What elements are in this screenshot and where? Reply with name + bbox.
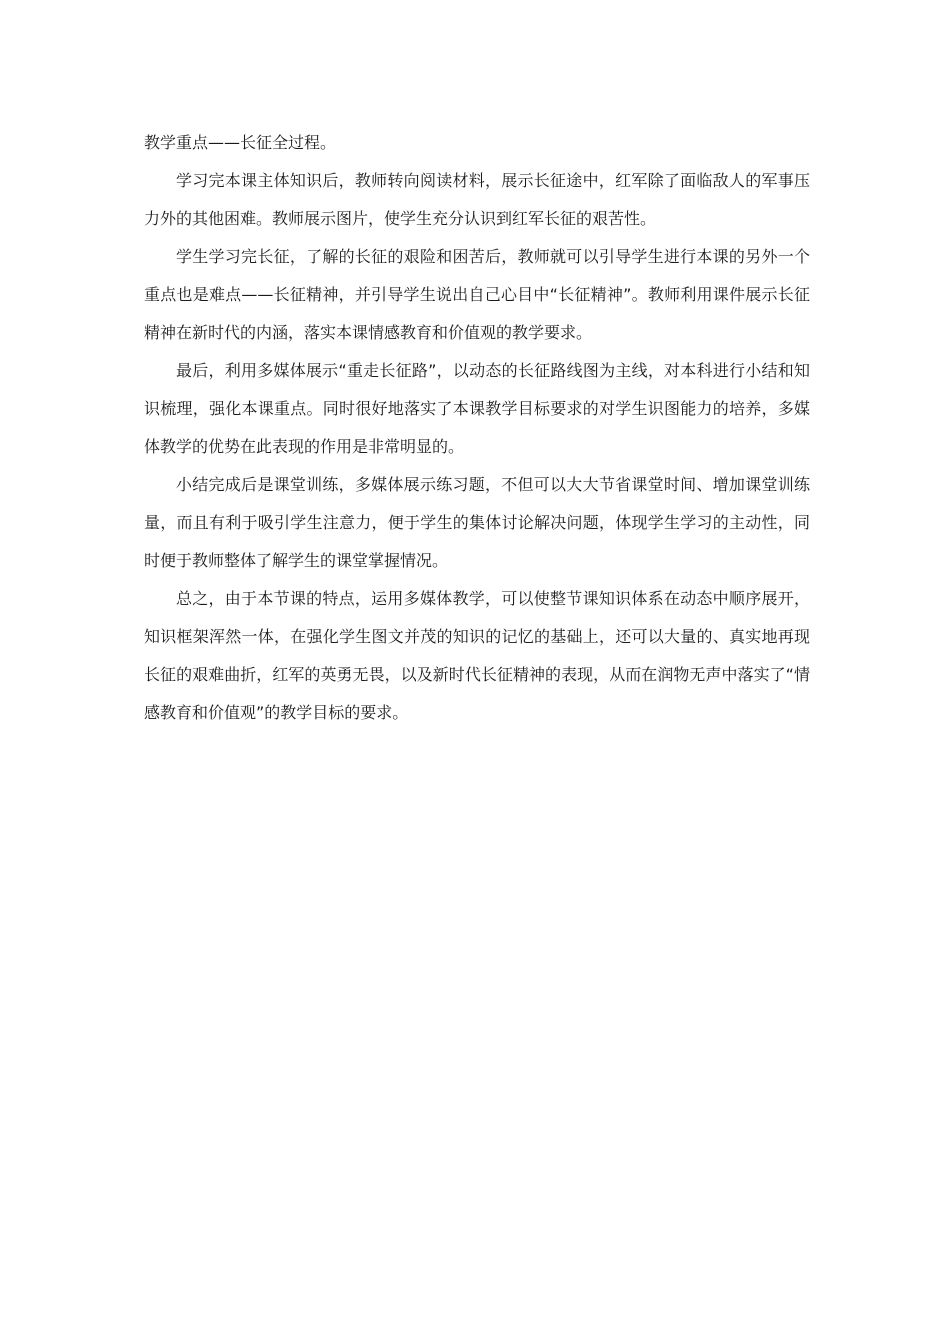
- paragraph-classroom-training: 小结完成后是课堂训练，多媒体展示练习题，不但可以大大节省课堂时间、增加课堂训练量，而且有利于吸引学生注意力，便于学生的集体讨论解决问题，体现学生学习的主动性，同时便于教师整体了解学生的课堂掌握情况。: [144, 475, 810, 570]
- paragraph-reading-materials: 学习完本课主体知识后，教师转向阅读材料，展示长征途中，红军除了面临敌人的军事压力外的其他困难。教师展示图片，使学生充分认识到红军长征的艰苦性。: [144, 171, 810, 228]
- paragraph-teaching-focus: 教学重点——长征全过程。: [144, 133, 337, 152]
- paragraph-multimedia-summary: 最后，利用多媒体展示“重走长征路”，以动态的长征路线图为主线，对本科进行小结和知识梳理，强化本课重点。同时很好地落实了本课教学目标要求的对学生识图能力的培养，多媒体教学的优势在此表现的作用是非常明显的。: [144, 361, 810, 456]
- document-body: [144, 124, 810, 732]
- paragraph-long-march-spirit: 学生学习完长征，了解的长征的艰险和困苦后，教师就可以引导学生进行本课的另外一个重点也是难点——长征精神，并引导学生说出自己心目中“长征精神”。教师利用课件展示长征精神在新时代的内涵，落实本课情感教育和价值观的教学要求。: [144, 247, 810, 342]
- paragraph-conclusion: 总之，由于本节课的特点，运用多媒体教学，可以使整节课知识体系在动态中顺序展开，知识框架浑然一体，在强化学生图文并茂的知识的记忆的基础上，还可以大量的、真实地再现长征的艰难曲折，红军的英勇无畏，以及新时代长征精神的表现，从而在润物无声中落实了“情感教育和价值观”的教学目标的要求。: [144, 589, 810, 722]
